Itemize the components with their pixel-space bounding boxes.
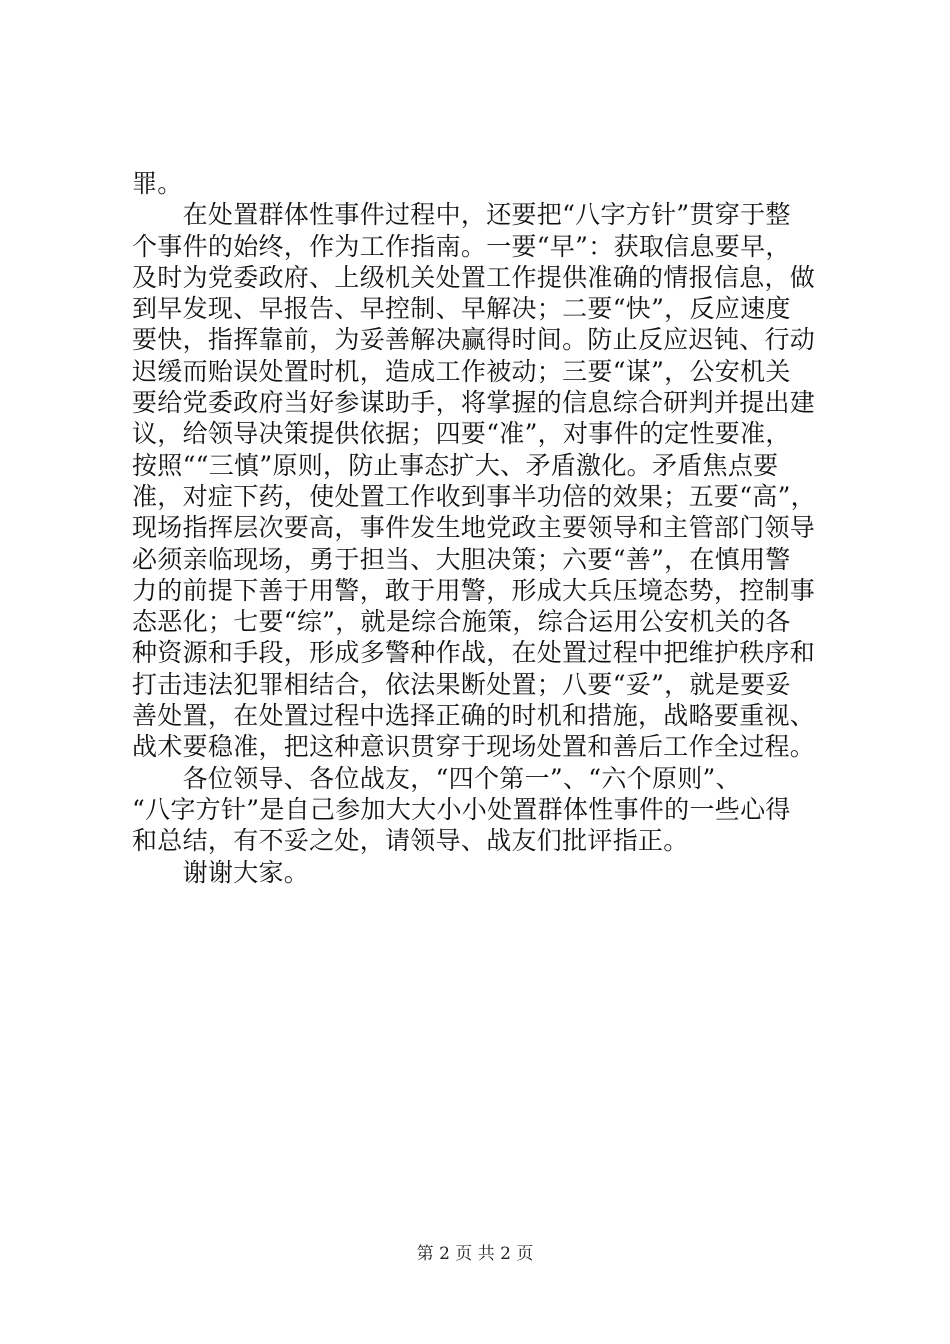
text-line: 各位领导、各位战友，“四个第一”、“六个原则”、 xyxy=(132,763,741,793)
text-line: 要快，指挥靠前，为妥善解决赢得时间。防止反应迟钝、行动 xyxy=(132,325,816,355)
text-line: 迟缓而贻误处置时机，造成工作被动；三要“谋”，公安机关 xyxy=(132,356,791,386)
text-line: 在处置群体性事件过程中，还要把“八字方针”贯穿于整 xyxy=(132,200,791,230)
text-line: 力的前提下善于用警，敢于用警，形成大兵压境态势，控制事 xyxy=(132,575,816,605)
text-line: 按照““三慎”原则，防止事态扩大、矛盾激化。矛盾焦点要 xyxy=(132,450,779,480)
text-line: 准，对症下药，使处置工作收到事半功倍的效果；五要“高”， xyxy=(132,481,816,511)
text-line: 战术要稳准，把这种意识贯穿于现场处置和善后工作全过程。 xyxy=(132,732,816,762)
text-line: 议，给领导决策提供依据；四要“准”，对事件的定性要准， xyxy=(132,419,791,449)
text-line: “八字方针”是自己参加大大小小处置群体性事件的一些心得 xyxy=(132,794,791,824)
text-line: 和总结，有不妥之处，请领导、战友们批评指正。 xyxy=(132,826,689,856)
text-line: 谢谢大家。 xyxy=(132,857,310,887)
body-text xyxy=(132,168,832,888)
text-line: 善处置，在处置过程中选择正确的时机和措施，战略要重视、 xyxy=(132,701,816,731)
text-line: 必须亲临现场，勇于担当、大胆决策；六要“善”，在慎用警 xyxy=(132,544,791,574)
text-line: 个事件的始终，作为工作指南。一要“早”：获取信息要早， xyxy=(132,231,791,261)
text-line: 种资源和手段，形成多警种作战，在处置过程中把维护秩序和 xyxy=(132,638,816,668)
text-line: 态恶化；七要“综”，就是综合施策，综合运用公安机关的各 xyxy=(132,607,791,637)
text-line: 罪。 xyxy=(132,169,183,198)
text-line: 要给党委政府当好参谋助手，将掌握的信息综合研判并提出建 xyxy=(132,388,816,418)
text-line: 到早发现、早报告、早控制、早解决；二要“快”，反应速度 xyxy=(132,294,791,324)
text-line: 及时为党委政府、上级机关处置工作提供准确的情报信息，做 xyxy=(132,262,816,292)
text-line: 打击违法犯罪相结合，依法果断处置；八要“妥”，就是要妥 xyxy=(132,669,791,699)
text-line: 现场指挥层次要高，事件发生地党政主要领导和主管部门领导 xyxy=(132,513,816,543)
page-footer: 第 2 页 共 2 页 xyxy=(416,1244,534,1264)
